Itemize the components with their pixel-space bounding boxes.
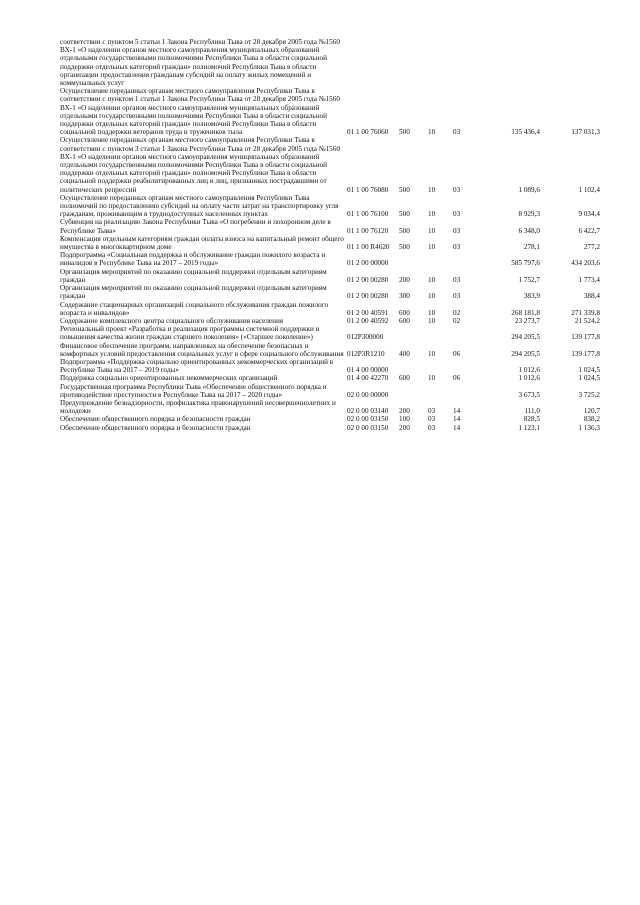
row-vr: 200: [399, 275, 410, 284]
row-description: Региональный проект «Разработка и реализация программы системной поддержки и повышения качества жизни граждан старшего поколения» («Старшее поколение»): [60, 325, 320, 342]
row-amount-1: 3 673,5: [518, 390, 540, 399]
row-code: 01 1 00 76080: [347, 185, 389, 194]
row-code: 01 2 00 00000: [347, 259, 389, 268]
row-vr: 500: [399, 210, 410, 219]
row-code: 02 0 00 00000: [347, 390, 389, 399]
row-description: Организация мероприятий по оказанию социальной поддержки отдельным категориям граждан: [60, 267, 327, 284]
row-amount-1: 1 752,7: [518, 275, 540, 284]
row-description: Подпрограмма «Социальная поддержка и обслуживание граждан пожилого возраста и инвалидов в Республике Тыва на 2017 – 2019 годы»: [60, 251, 326, 268]
row-rz: 03: [428, 423, 436, 432]
row-amount-1: 585 797,6: [511, 259, 540, 268]
row-vr: 100: [399, 415, 410, 424]
row-code: 012P300000: [347, 333, 384, 342]
row-rz: 10: [428, 292, 436, 301]
budget-table: [60, 38, 600, 432]
table-row: [60, 87, 600, 136]
row-description: Компенсация отдельным категориям граждан оплаты взноса на капитальный ремонт общего имущества в многоквартирном доме: [60, 234, 344, 252]
row-rz: 03: [428, 415, 436, 424]
row-amount-1: 111,0: [524, 407, 540, 416]
row-amount-2: 3 725,2: [578, 390, 600, 399]
row-description: Предупреждение безнадзорности, профилактика правонарушений несовершеннолетних и молодежи: [60, 398, 336, 416]
table-row: [60, 194, 600, 219]
row-code: 01 1 00 R4620: [347, 243, 390, 252]
row-pr: 02: [453, 316, 461, 325]
table-row: [60, 38, 600, 87]
row-rz: 10: [428, 374, 436, 383]
row-amount-1: 1 012,6: [518, 366, 540, 375]
row-description: Осуществление переданных органам местного самоуправления Республики Тыва в соответствии с пунктом 1 статьи 1 Закона Республики Тыва от 28 декабря 2005 года №1560 ВХ-1 «О наделении органов местного самоуправления муниципальных образований отдельными государственными полномочиями Республики Тыва в области социальной поддержки отдельных категорий граждан» полномочий Республики Тыва в области социальной поддержки ветеранов труда и тружеников тыла: [60, 87, 340, 137]
row-amount-1: 1 089,6: [518, 185, 540, 194]
row-description: Обеспечение общественного порядка и безопасности граждан: [60, 415, 251, 424]
row-rz: 03: [428, 407, 436, 416]
row-pr: 03: [453, 128, 461, 137]
row-amount-2: 139 177,8: [571, 333, 600, 342]
row-description: Осуществление переданных органам местного самоуправления Республики Тыва в соответствии с пунктом 3 статьи 1 Закона Республики Тыва от 28 декабря 2005 года №1560 ВХ-1 «О наделении органов местного самоуправления муниципальных образований отдельными государственными полномочиями Республики Тыва в области социальной поддержки отдельных категорий граждан» полномочий Республики Тыва в области социальной поддержки реабилитированных лиц и лиц, признанных пострадавшими от политических репрессий: [60, 136, 340, 194]
row-rz: 10: [428, 185, 436, 194]
row-code: 02 0 00 03140: [347, 407, 389, 416]
row-description: Финансовое обеспечение программ, направленных на обеспечение безопасных и комфортных условий предоставления социальных услуг в сфере социального обслуживания: [60, 341, 344, 358]
row-rz: 10: [428, 316, 436, 325]
row-amount-2: 1 024,5: [578, 374, 600, 383]
table-row: [60, 301, 600, 317]
row-code: 01 2 00 00280: [347, 292, 389, 301]
row-description: Содержание стационарных организаций социального обслуживания граждан пожилого возраста и инвалидов»: [60, 300, 329, 317]
row-description: Подпрограмма «Поддержка социально ориентированных некоммерческих организаций в Республике Тыва на 2017 – 2019 годы»: [60, 357, 334, 375]
row-amount-2: 1 136,3: [578, 423, 600, 432]
row-description: Поддержка социально ориентированных некоммерческих организаций: [60, 374, 278, 383]
row-amount-2: 6 422,7: [578, 226, 600, 235]
row-rz: 10: [428, 210, 436, 219]
row-amount-1: 294 205,5: [511, 349, 540, 358]
row-description: Субвенция на реализацию Закона Республики Тыва «О погребении и похоронном деле в Республике Тыва»: [60, 218, 331, 235]
table-row: [60, 235, 600, 251]
row-amount-2: 1 024,5: [578, 366, 600, 375]
table-row: [60, 284, 600, 300]
row-amount-2: 21 524,2: [574, 316, 600, 325]
row-amount-2: 1 773,4: [578, 275, 600, 284]
row-vr: 500: [399, 243, 410, 252]
row-description: Осуществление переданных органам местного самоуправления Республики Тыва полномочий по предоставлению субсидий на оплату части затрат на транспортировку угля гражданам, проживающим в труднодоступных населенных пунктах: [60, 193, 339, 219]
row-vr: 600: [399, 374, 410, 383]
row-pr: 14: [453, 415, 461, 424]
row-vr: 600: [399, 316, 410, 325]
row-amount-2: 388,4: [583, 292, 600, 301]
row-rz: 10: [428, 349, 436, 358]
row-amount-2: 434 203,6: [571, 259, 600, 268]
row-code: 012P3R1210: [347, 349, 385, 358]
row-vr: 500: [399, 128, 410, 137]
row-code: 01 1 00 76100: [347, 210, 389, 219]
row-rz: 10: [428, 128, 436, 137]
row-pr: 14: [453, 407, 461, 416]
row-vr: 500: [399, 226, 410, 235]
row-code: 01 2 00 40591: [347, 308, 389, 317]
row-code: 01 2 00 40592: [347, 316, 389, 325]
row-vr: 300: [399, 292, 410, 301]
row-vr: 200: [399, 423, 410, 432]
table-row: [60, 424, 600, 432]
row-amount-1: 135 436,4: [511, 128, 540, 137]
row-rz: 10: [428, 243, 436, 252]
row-amount-1: 23 273,7: [514, 316, 540, 325]
row-amount-1: 294 205,5: [511, 333, 540, 342]
table-row: [60, 415, 600, 423]
table-row: [60, 317, 600, 325]
table-row: [60, 399, 600, 415]
row-code: 01 1 00 76060: [347, 128, 389, 137]
row-rz: 10: [428, 275, 436, 284]
row-amount-1: 268 181,8: [511, 308, 540, 317]
row-amount-2: 271 339,8: [571, 308, 600, 317]
row-amount-2: 120,7: [583, 407, 600, 416]
row-amount-1: 1 012,6: [518, 374, 540, 383]
row-vr: 200: [399, 407, 410, 416]
row-amount-2: 137 031,3: [571, 128, 600, 137]
row-description: Содержание комплексного центра социального обслуживания населения: [60, 316, 284, 325]
row-pr: 02: [453, 308, 461, 317]
row-pr: 14: [453, 423, 461, 432]
row-amount-2: 277,2: [583, 243, 600, 252]
row-vr: 400: [399, 349, 410, 358]
row-amount-1: 6 348,0: [518, 226, 540, 235]
row-code: 01 1 00 76120: [347, 226, 389, 235]
row-amount-1: 1 123,1: [518, 423, 540, 432]
table-row: [60, 358, 600, 374]
row-vr: 500: [399, 185, 410, 194]
row-code: 01 2 00 00280: [347, 275, 389, 284]
row-description: Организация мероприятий по оказанию социальной поддержки отдельным категориям граждан: [60, 284, 327, 301]
table-row: [60, 383, 600, 399]
table-row: [60, 136, 600, 193]
row-code: 01 4 00 00000: [347, 366, 389, 375]
table-row: [60, 342, 600, 358]
row-description: Государственная программа Республики Тыва «Обеспечение общественного порядка и противодействие преступности в Республике Тыва на 2017 – 2020 годы»: [60, 382, 327, 399]
row-pr: 03: [453, 243, 461, 252]
row-amount-2: 1 102,4: [578, 185, 600, 194]
row-code: 02 0 00 03150: [347, 415, 389, 424]
row-vr: 600: [399, 308, 410, 317]
row-rz: 10: [428, 308, 436, 317]
row-description: соответствии с пунктом 5 статьи 1 Закона Республики Тыва от 28 декабря 2005 года №1560 ВХ-1 «О наделении органов местного самоуправления муниципальных образований отдельными государственными полномочиями Республики Тыва в области социальной поддержки отдельных категорий граждан» полномочий Республики Тыва в области организации предоставления гражданам субсидий на оплату жилых помещений и коммунальных услуг: [60, 38, 340, 88]
row-code: 02 0 00 03150: [347, 423, 389, 432]
table-row: [60, 251, 600, 267]
row-code: 01 4 00 42270: [347, 374, 389, 383]
row-pr: 03: [453, 210, 461, 219]
table-row: [60, 325, 600, 341]
row-amount-2: 838,2: [583, 415, 600, 424]
table-row: [60, 218, 600, 234]
row-pr: 03: [453, 275, 461, 284]
row-rz: 10: [428, 226, 436, 235]
row-pr: 03: [453, 292, 461, 301]
row-amount-1: 383,9: [523, 292, 540, 301]
row-pr: 06: [453, 374, 461, 383]
row-pr: 06: [453, 349, 461, 358]
row-amount-1: 278,1: [523, 243, 540, 252]
row-amount-2: 9 034,4: [578, 210, 600, 219]
row-amount-1: 828,5: [523, 415, 540, 424]
row-pr: 03: [453, 226, 461, 235]
table-row: [60, 268, 600, 284]
row-pr: 03: [453, 185, 461, 194]
table-row: [60, 374, 600, 382]
row-description: Обеспечение общественного порядка и безопасности граждан: [60, 423, 251, 432]
row-amount-2: 139 177,8: [571, 349, 600, 358]
row-amount-1: 8 929,3: [518, 210, 540, 219]
